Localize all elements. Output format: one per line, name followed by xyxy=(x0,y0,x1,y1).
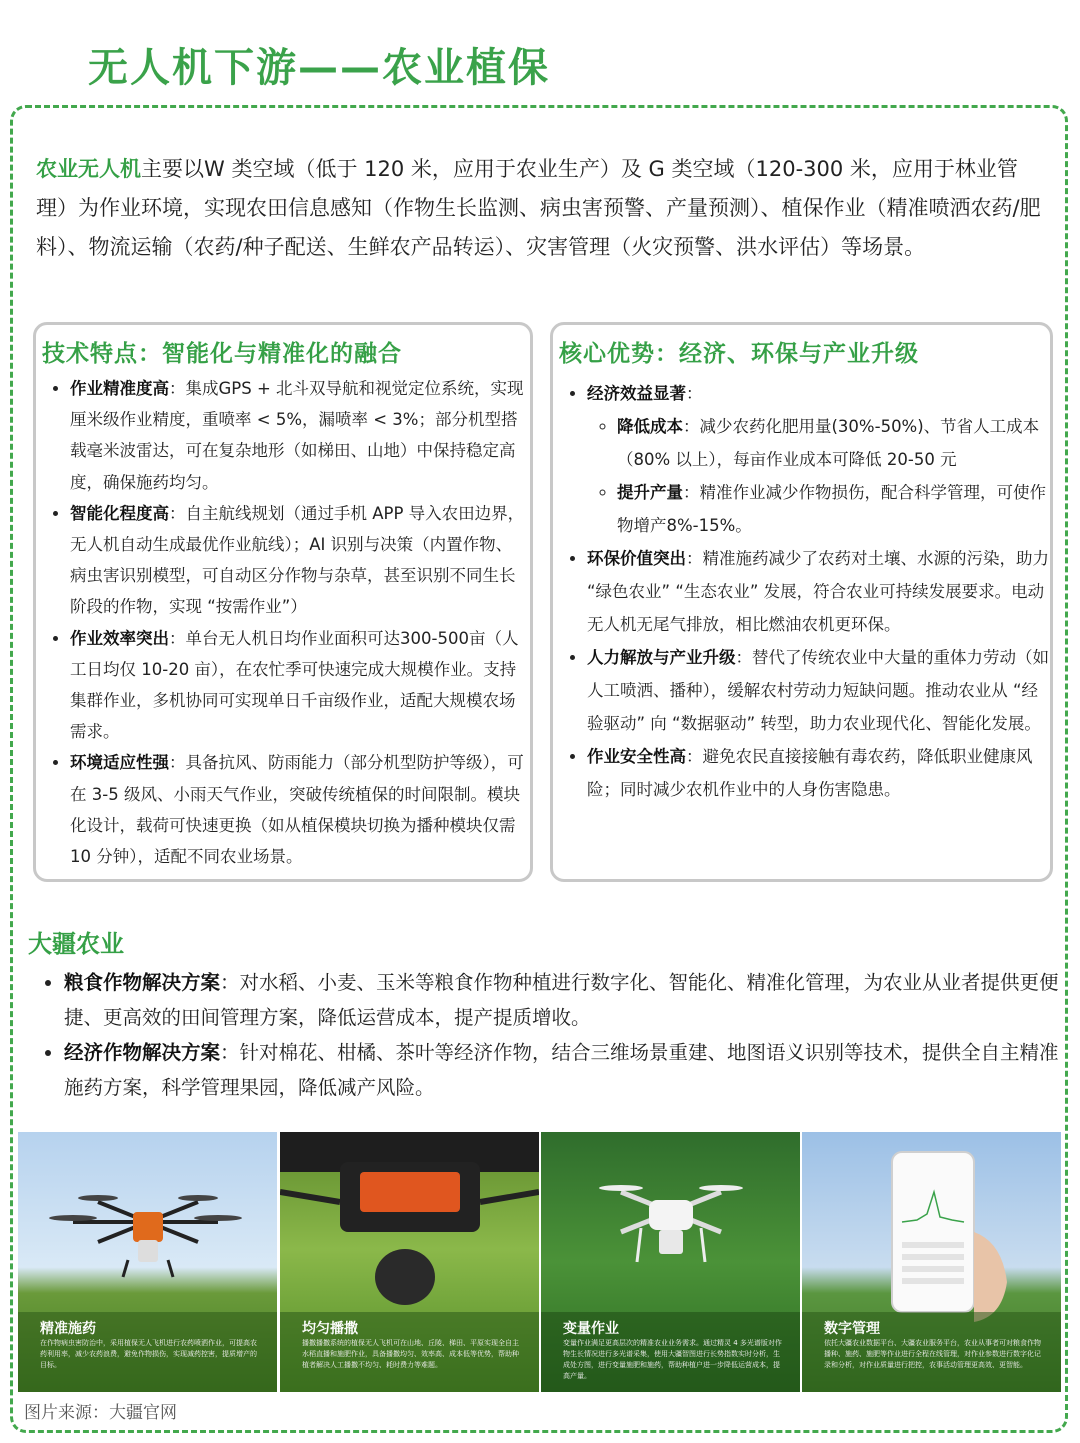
tech-features-title: 技术特点：智能化与精准化的融合 xyxy=(42,341,402,367)
econ-sublist xyxy=(587,410,1049,542)
photo-caption-title: 精准施药 xyxy=(40,1321,96,1337)
list-item xyxy=(587,740,1049,806)
item-label: 人力解放与产业升级 xyxy=(587,648,736,667)
intro-highlight: 农业无人机 xyxy=(36,157,141,181)
photo-variable-operation xyxy=(541,1132,800,1392)
item-text: ：自主航线规划（通过手机 APP 导入农田边界，无人机自动生成最优作业航线）；AI 识别与决策（内置作物、病虫害识别模型，可自动区分作物与杂草，甚至识别不同生长阶段的作物，实现 “按需作业”） xyxy=(70,503,525,617)
list-item xyxy=(70,498,528,623)
sub-item xyxy=(617,476,1049,542)
photo-caption-title: 均匀播撒 xyxy=(302,1321,358,1337)
item-text: ：精准作业减少作物损伤，配合科学管理，可使作物增产8%-15%。 xyxy=(617,483,1046,535)
item-text: ：减少农药化肥用量(30%-50%)、节省人工成本（80% 以上），每亩作业成本可降低 20-50 元 xyxy=(617,417,1040,469)
core-advantages-list xyxy=(553,377,1049,806)
list-item xyxy=(587,542,1049,641)
item-label: 作业效率突出 xyxy=(70,628,169,648)
photo-caption-text: 依托大疆农业数据平台、大疆农业服务平台，农业从事者可对粮食作物播种、施药、施肥等作业进行全程在线管理，对作业参数进行数字化记录和分析，对作业质量进行把控，农事活动管理更高效、更智能。 xyxy=(824,1339,1041,1369)
photo-caption-title: 变量作业 xyxy=(563,1321,619,1337)
item-label: 环境适应性强 xyxy=(70,753,169,773)
item-text: ：精准施药减少了农药对土壤、水源的污染，助力 “绿色农业” “生态农业” 发展，符合农业可持续发展要求。电动无人机无尾气排放，相比燃油农机更环保。 xyxy=(587,549,1049,634)
item-label: 提升产量 xyxy=(617,483,683,502)
item-text: ：避免农民直接接触有毒农药，降低职业健康风险；同时减少农机作业中的人身伤害隐患。 xyxy=(587,747,1033,799)
item-text: ：集成GPS + 北斗双导航和视觉定位系统，实现厘米级作业精度，重喷率 < 5%，漏喷率 < 3%；部分机型搭载毫米波雷达，可在复杂地形（如梯田、山地）中保持稳定高度，确保施药均匀。 xyxy=(70,379,524,492)
list-item xyxy=(587,377,1049,542)
item-label: 作业精准度高 xyxy=(70,379,169,398)
tech-features-box xyxy=(33,322,533,882)
photo-digital-management xyxy=(802,1132,1061,1392)
intro-paragraph xyxy=(36,150,1046,267)
photo-caption-text: 在作物病虫害防治中，采用植保无人飞机进行农药喷洒作业，可提高农药利用率，减少农药浪费，避免作物损伤，实现减药控害，提质增产的目标。 xyxy=(40,1339,257,1369)
item-text: ：替代了传统农业中大量的重体力劳动（如人工喷洒、播种），缓解农村劳动力短缺问题。推动农业从 “经验驱动” 向 “数据驱动” 转型，助力农业现代化、智能化发展。 xyxy=(587,648,1049,733)
core-advantages-title: 核心优势：经济、环保与产业升级 xyxy=(559,341,919,367)
dji-solutions-list xyxy=(30,965,1074,1105)
item-text: ：具备抗风、防雨能力（部分机型防护等级），可在 3-5 级风、小雨天气作业，突破传统植保的时间限制。模块化设计，载荷可快速更换（如从植保模块切换为播种模块仅需 10 分钟），适配不同农业场景。 xyxy=(70,753,524,867)
item-text: ：针对棉花、柑橘、茶叶等经济作物，结合三维场景重建、地图语义识别等技术，提供全自主精准施药方案，科学管理果园，降低减产风险。 xyxy=(64,1041,1059,1099)
photo-caption-title: 数字管理 xyxy=(824,1321,880,1337)
intro-text: 主要以W 类空域（低于 120 米，应用于农业生产）及 G 类空域（120-300 米，应用于林业管理）为作业环境，实现农田信息感知（作物生长监测、病虫害预警、产量预测）、植保作业（精准喷洒农药/肥料）、物流运输（农药/种子配送、生鲜农产品转运）、灾害管理（火灾预警、洪水评估）等场景。 xyxy=(36,157,1041,259)
photo-caption-text: 变量作业满足更高层次的精准农业业务需求。通过精灵 4 多光谱版对作物生长情况进行多光谱采集，使用大疆智图进行长势指数实时分析，生成处方图，进行变量施肥和施药，帮助种植户进一步降低运营成本，提高产量。 xyxy=(563,1339,782,1380)
item-text: ：单台无人机日均作业面积可达300-500亩（人工日均仅 10-20 亩），在农忙季可快速完成大规模作业。支持集群作业，多机协同可实现单日千亩级作业，适配大规模农场需求。 xyxy=(70,628,519,742)
dji-section-title: 大疆农业 xyxy=(28,930,124,958)
list-item xyxy=(70,623,528,748)
item-label: 降低成本 xyxy=(617,417,683,436)
item-colon: ： xyxy=(686,384,703,403)
sub-item xyxy=(617,410,1049,476)
photo-strip xyxy=(18,1132,1062,1392)
list-item xyxy=(587,641,1049,740)
photo-precise-spraying xyxy=(18,1132,277,1392)
item-text: ：对水稻、小麦、玉米等粮食作物种植进行数字化、智能化、精准化管理，为农业从业者提供更便捷、更高效的田间管理方案，降低运营成本，提产提质增收。 xyxy=(64,971,1059,1029)
list-item xyxy=(70,373,528,498)
core-advantages-box xyxy=(550,322,1053,882)
list-item xyxy=(70,747,528,872)
item-label: 经济效益显著 xyxy=(587,384,686,403)
tech-features-list xyxy=(36,373,528,872)
list-item xyxy=(64,965,1074,1035)
list-item xyxy=(64,1035,1074,1105)
item-label: 智能化程度高 xyxy=(70,503,169,523)
item-label: 粮食作物解决方案 xyxy=(64,971,221,994)
item-label: 经济作物解决方案 xyxy=(64,1041,221,1064)
page-title: 无人机下游——农业植保 xyxy=(88,45,550,91)
photo-even-seeding xyxy=(280,1132,539,1392)
photo-caption-text: 播撒播撒系统的植保无人飞机可在山地、丘陵、梯田、平原实现全自主水稻直播和施肥作业，具备播撒均匀、效率高、成本低等优势，帮助种植者解决人工播撒不均匀、耗时费力等难题。 xyxy=(302,1339,519,1369)
item-label: 作业安全性高 xyxy=(587,747,686,766)
item-label: 环保价值突出 xyxy=(587,549,686,568)
image-source: 图片来源：大疆官网 xyxy=(24,1403,177,1423)
